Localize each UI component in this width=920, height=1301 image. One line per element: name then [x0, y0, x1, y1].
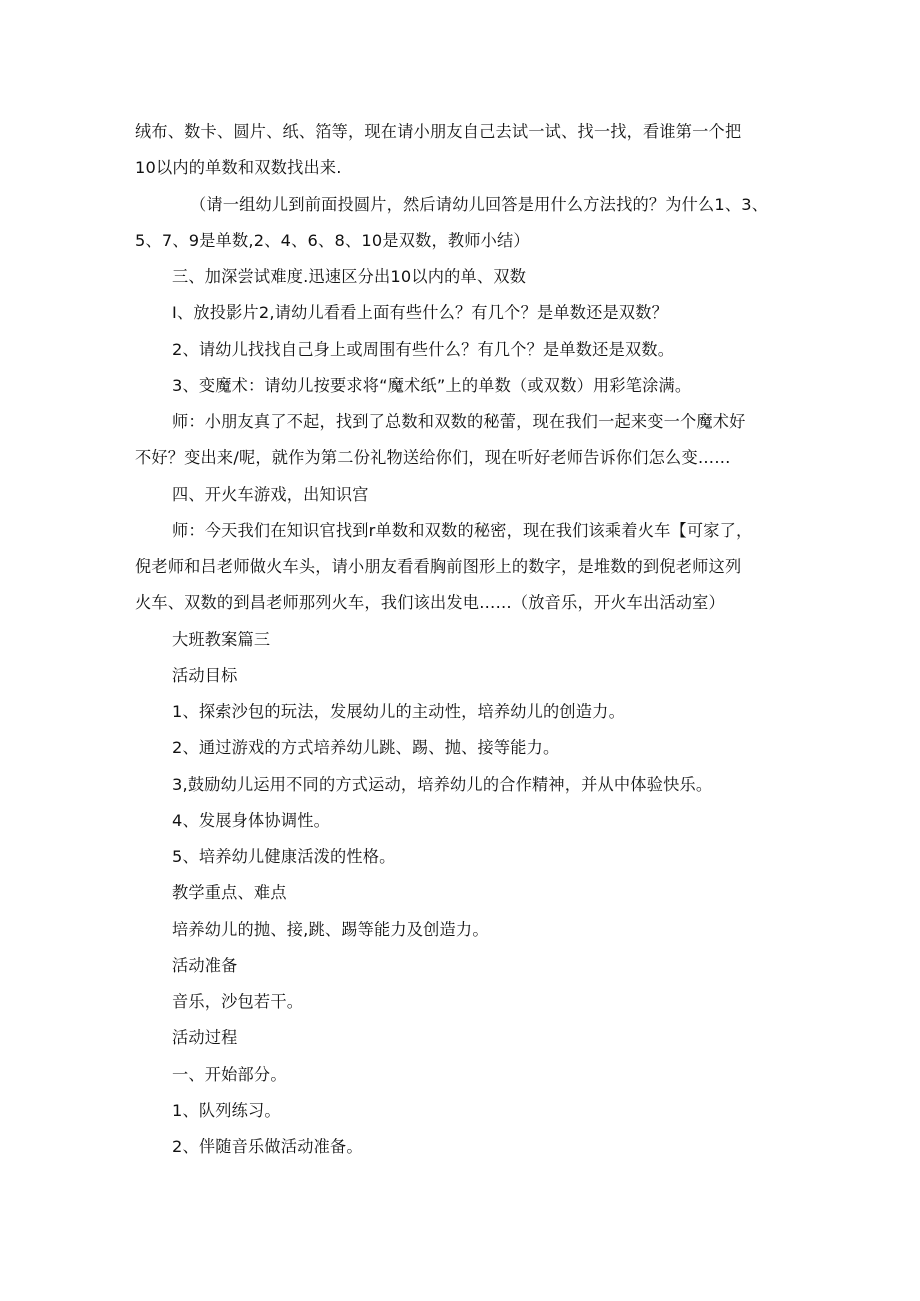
paragraph-line: （请一组幼儿到前面投圆片，然后请幼儿回答是用什么方法找的？为什么1、3、 [190, 195, 769, 214]
list-item: 1、队列练习。 [172, 1101, 281, 1120]
paragraph-line: 不好？变出来/呢，就作为第二份礼物送给你们，现在听好老师告诉你们怎么变…… [135, 448, 731, 467]
section-heading: 活动准备 [172, 956, 238, 975]
paragraph-line: 5、7、9是单数,2、4、6、8、10是双数，教师小结） [135, 231, 530, 250]
list-item: 5、培养幼儿健康活泼的性格。 [172, 847, 396, 866]
list-item: 3、变魔术：请幼儿按要求将“魔术纸”上的单数（或双数）用彩笔涂满。 [172, 376, 692, 395]
paragraph-line: 火车、双数的到昌老师那列火车，我们该出发电……（放音乐，开火车出活动室） [135, 593, 725, 612]
section-heading: 教学重点、难点 [172, 883, 287, 902]
list-item: 4、发展身体协调性。 [172, 811, 330, 830]
paragraph-line: 绒布、数卡、圆片、纸、箔等，现在请小朋友自己去试一试、找一找，看谁第一个把 [135, 122, 742, 141]
paragraph-line: 10以内的单数和双数找出来. [135, 158, 342, 177]
section-heading: 三、加深尝试难度.迅速区分出10以内的单、双数 [172, 267, 527, 286]
paragraph-line: 师：今天我们在知识官找到r单数和双数的秘密，现在我们该乘着火车【可家了， [172, 521, 753, 540]
paragraph-line: 培养幼儿的抛、接,跳、踢等能力及创造力。 [172, 920, 489, 939]
section-heading: 一、开始部分。 [172, 1065, 287, 1084]
paragraph-line: 师：小朋友真了不起，找到了总数和双数的秘蕾，现在我们一起来变一个魔术好 [172, 412, 746, 431]
section-heading: 活动目标 [172, 666, 238, 685]
list-item: 2、请幼儿找找自己身上或周围有些什么？有几个？是单数还是双数。 [172, 340, 675, 359]
paragraph-line: 音乐，沙包若干。 [172, 992, 304, 1011]
list-item: I、放投影片2,请幼儿看看上面有些什么？有几个？是单数还是双数？ [172, 303, 669, 322]
document-title: 大班教案篇三 [172, 630, 271, 649]
list-item: 3,鼓励幼儿运用不同的方式运动，培养幼儿的合作精神，并从中体验快乐。 [172, 775, 713, 794]
section-heading: 四、开火车游戏，出知识宫 [172, 485, 369, 504]
list-item: 1、探索沙包的玩法，发展幼儿的主动性，培养幼儿的创造力。 [172, 702, 625, 721]
list-item: 2、伴随音乐做活动准备。 [172, 1137, 363, 1156]
paragraph-line: 倪老师和吕老师做火车头，请小朋友看看胸前图形上的数字，是堆数的到倪老师这列 [135, 557, 742, 576]
section-heading: 活动过程 [172, 1028, 238, 1047]
list-item: 2、通过游戏的方式培养幼儿跳、踢、抛、接等能力。 [172, 738, 560, 757]
